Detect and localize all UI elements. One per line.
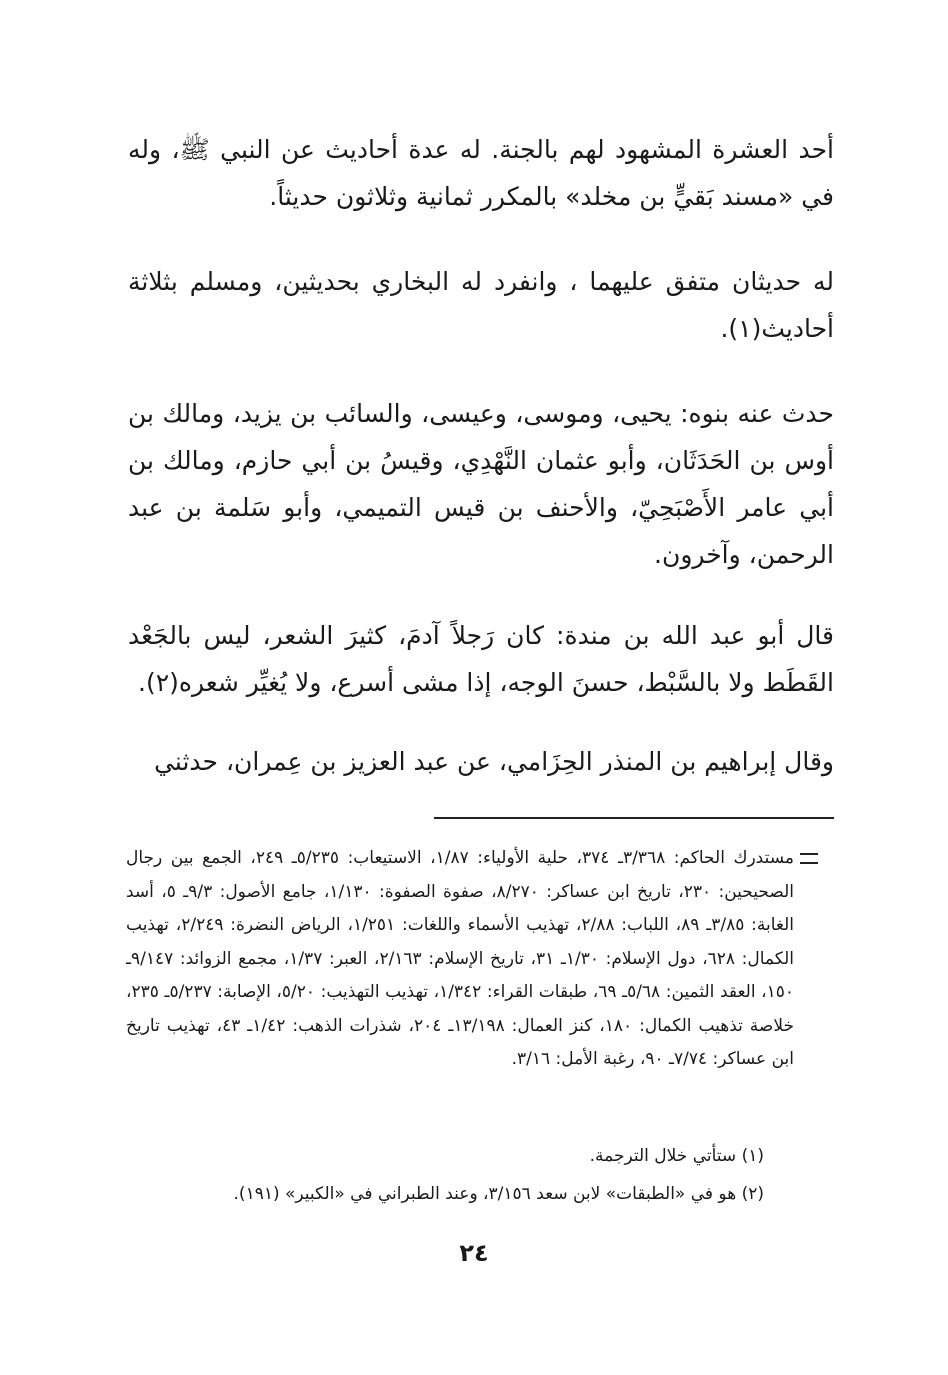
body-paragraph-5: وقال إبراهيم بن المنذر الحِزَامي، عن عبد العزيز بن عِمران، حدثني <box>154 747 834 776</box>
body-paragraph-4: قال أبو عبد الله بن مندة: كان رَجلاً آدمَ، كثيرَ الشعر، ليس بالجَعْد القَطَط ولا بالسَّبْط، حسنَ الوجه، إذا مشى أسرع، ولا يُغيِّر شعره(٢). <box>128 621 834 697</box>
footnote-separator <box>434 817 834 819</box>
page-number: ٢٤ <box>459 1239 489 1267</box>
footnote-1: (١) ستأتي خلال الترجمة. <box>589 1146 764 1166</box>
footnote-source-list: مستدرك الحاكم: ٣/٣٦٨ـ ٣٧٤، حلية الأولياء: ١/٨٧، الاستيعاب: ٥/٢٣٥ـ ٢٤٩، الجمع بين رجال الصحيحين: ٢٣٠، تاريخ ابن عساكر: ٨/٢٧٠، صفوة الصفوة: ١/١٣٠، جامع الأصول: ٩/٣ـ ٥، أسد الغابة: ٣/٨٥ـ ٨٩، اللباب: ٢/٨٨، تهذيب الأسماء واللغات: ١/٢٥١، الرياض النضرة: ٢/٢٤٩، تهذيب الكمال: ٦٢٨، دول الإسلام: ١/٣٠ـ ٣١، تاريخ الإسلام: ٢/١٦٣، العبر: ١/٣٧، مجمع الزوائد: ٩/١٤٧ـ ١٥٠، العقد الثمين: ٥/٦٨ـ ٦٩، طبقات القراء: ١/٣٤٢، تهذيب التهذيب: ٥/٢٠، الإصابة: ٥/٢٣٧ـ ٢٣٥، خلاصة تذهيب الكمال: ١٨٠، كنز العمال: ١٣/١٩٨ـ ٢٠٤، شذرات الذهب: ١/٤٢ـ ٤٣، تهذيب تاريخ ابن عساكر: ٧/٧٤ـ ٩٠، رغبة الأمل: ٣/١٦. <box>126 848 795 1069</box>
footnote-continuation-mark <box>800 853 818 864</box>
footnote-2: (٢) هو في «الطبقات» لابن سعد ٣/١٥٦، وعند الطبراني في «الكبير» (١٩١). <box>233 1184 764 1204</box>
body-paragraph-2: له حديثان متفق عليهما ، وانفرد له البخاري بحديثين، ومسلم بثلاثة أحاديث(١). <box>128 267 834 343</box>
body-paragraph-1: أحد العشرة المشهود لهم بالجنة. له عدة أحاديث عن النبي ﷺ، وله في «مسند بَقيٍّ بن مخلد» بالمكرر ثمانية وثلاثون حديثاً. <box>128 135 834 211</box>
body-paragraph-3: حدث عنه بنوه: يحيى، وموسى، وعيسى، والسائب بن يزيد، ومالك بن أوس بن الحَدَثَان، وأبو عثمان النَّهْدِي، وقيسُ بن أبي حازم، ومالك بن أبي عامر الأَصْبَحِيّ، والأحنف بن قيس التميمي، وأبو سَلمة بن عبد الرحمن، وآخرون. <box>128 399 834 569</box>
